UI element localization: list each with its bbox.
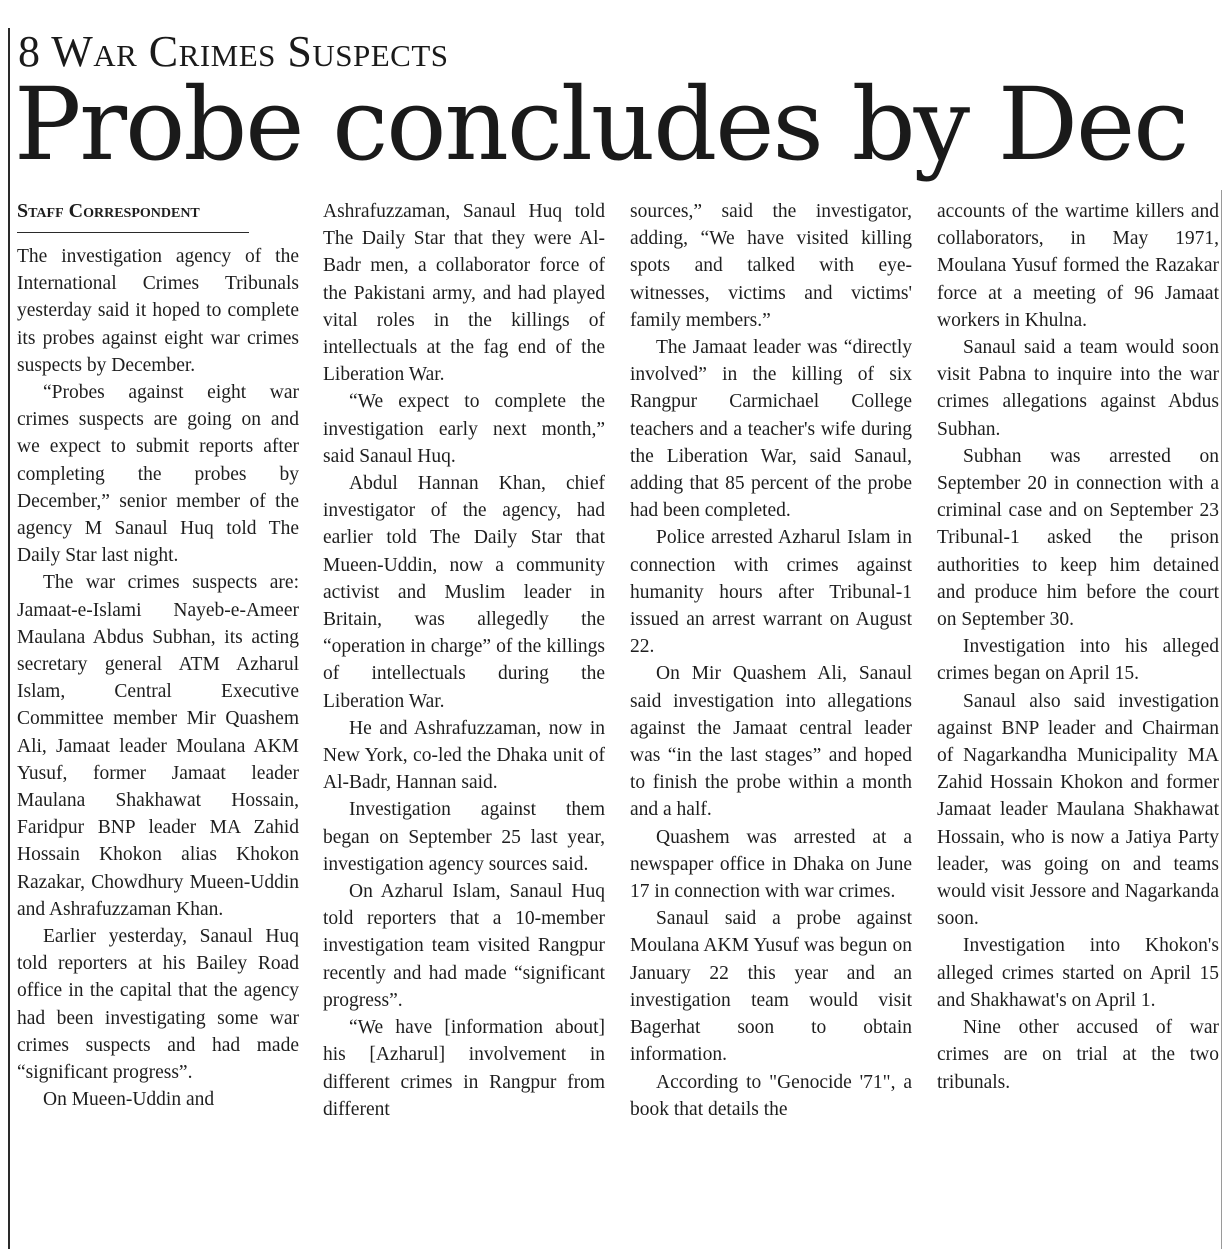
paragraph: He and Ashrafuzzaman, now in New York, co-led the Dhaka unit of Al-Badr, Hannan said. (323, 717, 605, 794)
paragraph: Abdul Hannan Khan, chief investigator of the agency, had earlier told The Daily Star that Mueen-Uddin, now a community activist and Muslim leader in Britain, was allegedly the “operation in charge” of the killings of intellectuals during the Liberation War. (323, 473, 605, 712)
article-column-4 (937, 198, 1219, 1249)
paragraph: Investigation into his alleged crimes began on April 15. (937, 636, 1219, 685)
paragraph: Ashrafuzzaman, Sanaul Huq told The Daily Star that they were Al-Badr men, a collaborator force of the Pakistani army, and had played vital roles in the killings of intellectuals at the fag end of the Liberation War. (323, 201, 605, 386)
paragraph: According to "Genocide '71", a book that details the (630, 1071, 912, 1120)
paragraph: The investigation agency of the International Crimes Tribunals yesterday said it hoped to complete its probes against eight war crimes suspects by December. (17, 246, 299, 376)
paragraph: “We expect to complete the investigation early next month,” said Sanaul Huq. (323, 391, 605, 467)
paragraph: Sanaul said a team would soon visit Pabna to inquire into the war crimes allegations against Abdus Subhan. (937, 337, 1219, 440)
paragraph: Sanaul said a probe against Moulana AKM Yusuf was begun on January 22 this year and an investigation team would visit Bagerhat soon to obtain information. (630, 908, 912, 1066)
kicker: 8 War Crimes Suspects (18, 27, 449, 76)
byline: Staff Correspondent (17, 198, 249, 233)
paragraph: Investigation into Khokon's alleged crimes started on April 15 and Shakhawat's on April 1. (937, 935, 1219, 1011)
paragraph: Investigation against them began on September 25 last year, investigation agency sources said. (323, 799, 605, 875)
paragraph: accounts of the wartime killers and collaborators, in May 1971, Moulana Yusuf formed the Razakar force at a meeting of 96 Jamaat workers in Khulna. (937, 201, 1219, 331)
paragraph: “We have [information about] his [Azharul] involvement in different crimes in Rangpur from different (323, 1017, 605, 1120)
paragraph: The Jamaat leader was “directly involved” in the killing of six Rangpur Carmichael College teachers and a teacher's wife during the Liberation War, said Sanaul, adding that 85 percent of the probe had been completed. (630, 337, 912, 522)
article-column-2 (323, 198, 605, 1249)
article-column-3 (630, 198, 912, 1249)
paragraph: The war crimes suspects are: Jamaat-e-Islami Nayeb-e-Ameer Maulana Abdus Subhan, its acting secretary general ATM Azharul Islam, Central Executive Committee member Mir Quashem Ali, Jamaat leader Moulana AKM Yusuf, former Jamaat leader Maulana Shakhawat Hossain, Faridpur BNP leader MA Zahid Hossain Khokon alias Khokon Razakar, Chowdhury Mueen-Uddin and Ashrafuzzaman Khan. (17, 572, 299, 920)
headline: Probe concludes by Dec (14, 66, 1188, 183)
paragraph: “Probes against eight war crimes suspects are going on and we expect to submit reports after completing the probes by December,” senior member of the agency M Sanaul Huq told The Daily Star last night. (17, 382, 299, 567)
paragraph: Sanaul also said investigation against BNP leader and Chairman of Nagarkandha Municipality MA Zahid Hossain Khokon and former Jamaat leader Maulana Shakhawat Hossain, who is now a Jatiya Party leader, was going on and teams would visit Jessore and Nagarkanda soon. (937, 690, 1219, 930)
article-column-1 (17, 198, 299, 1249)
paragraph: Quashem was arrested at a newspaper office in Dhaka on June 17 in connection with war crimes. (630, 826, 912, 903)
paragraph: Earlier yesterday, Sanaul Huq told reporters at his Bailey Road office in the capital that the agency had been investigating some war crimes suspects and had made “significant progress”. (17, 926, 299, 1084)
paragraph: sources,” said the investigator, adding, “We have visited killing spots and talked with eye-witnesses, victims and victims' family members.” (630, 201, 912, 331)
left-column-rule (8, 28, 10, 1249)
paragraph: Nine other accused of war crimes are on trial at the two tribunals. (937, 1017, 1219, 1093)
paragraph: On Azharul Islam, Sanaul Huq told reporters that a 10-member investigation team visited Rangpur recently and had made “significant progress”. (323, 881, 605, 1011)
right-edge-rule (1221, 190, 1222, 1249)
paragraph: On Mir Quashem Ali, Sanaul said investigation into allegations against the Jamaat central leader was “in the last stages” and hoped to finish the probe within a month and a half. (630, 663, 912, 821)
paragraph: Police arrested Azharul Islam in connection with crimes against humanity hours after Tribunal-1 issued an arrest warrant on August 22. (630, 527, 912, 658)
paragraph: On Mueen-Uddin and (43, 1089, 215, 1111)
paragraph: Subhan was arrested on September 20 in connection with a criminal case and on September 23 Tribunal-1 asked the prison authorities to keep him detained and produce him before the court on September 30. (937, 445, 1219, 631)
